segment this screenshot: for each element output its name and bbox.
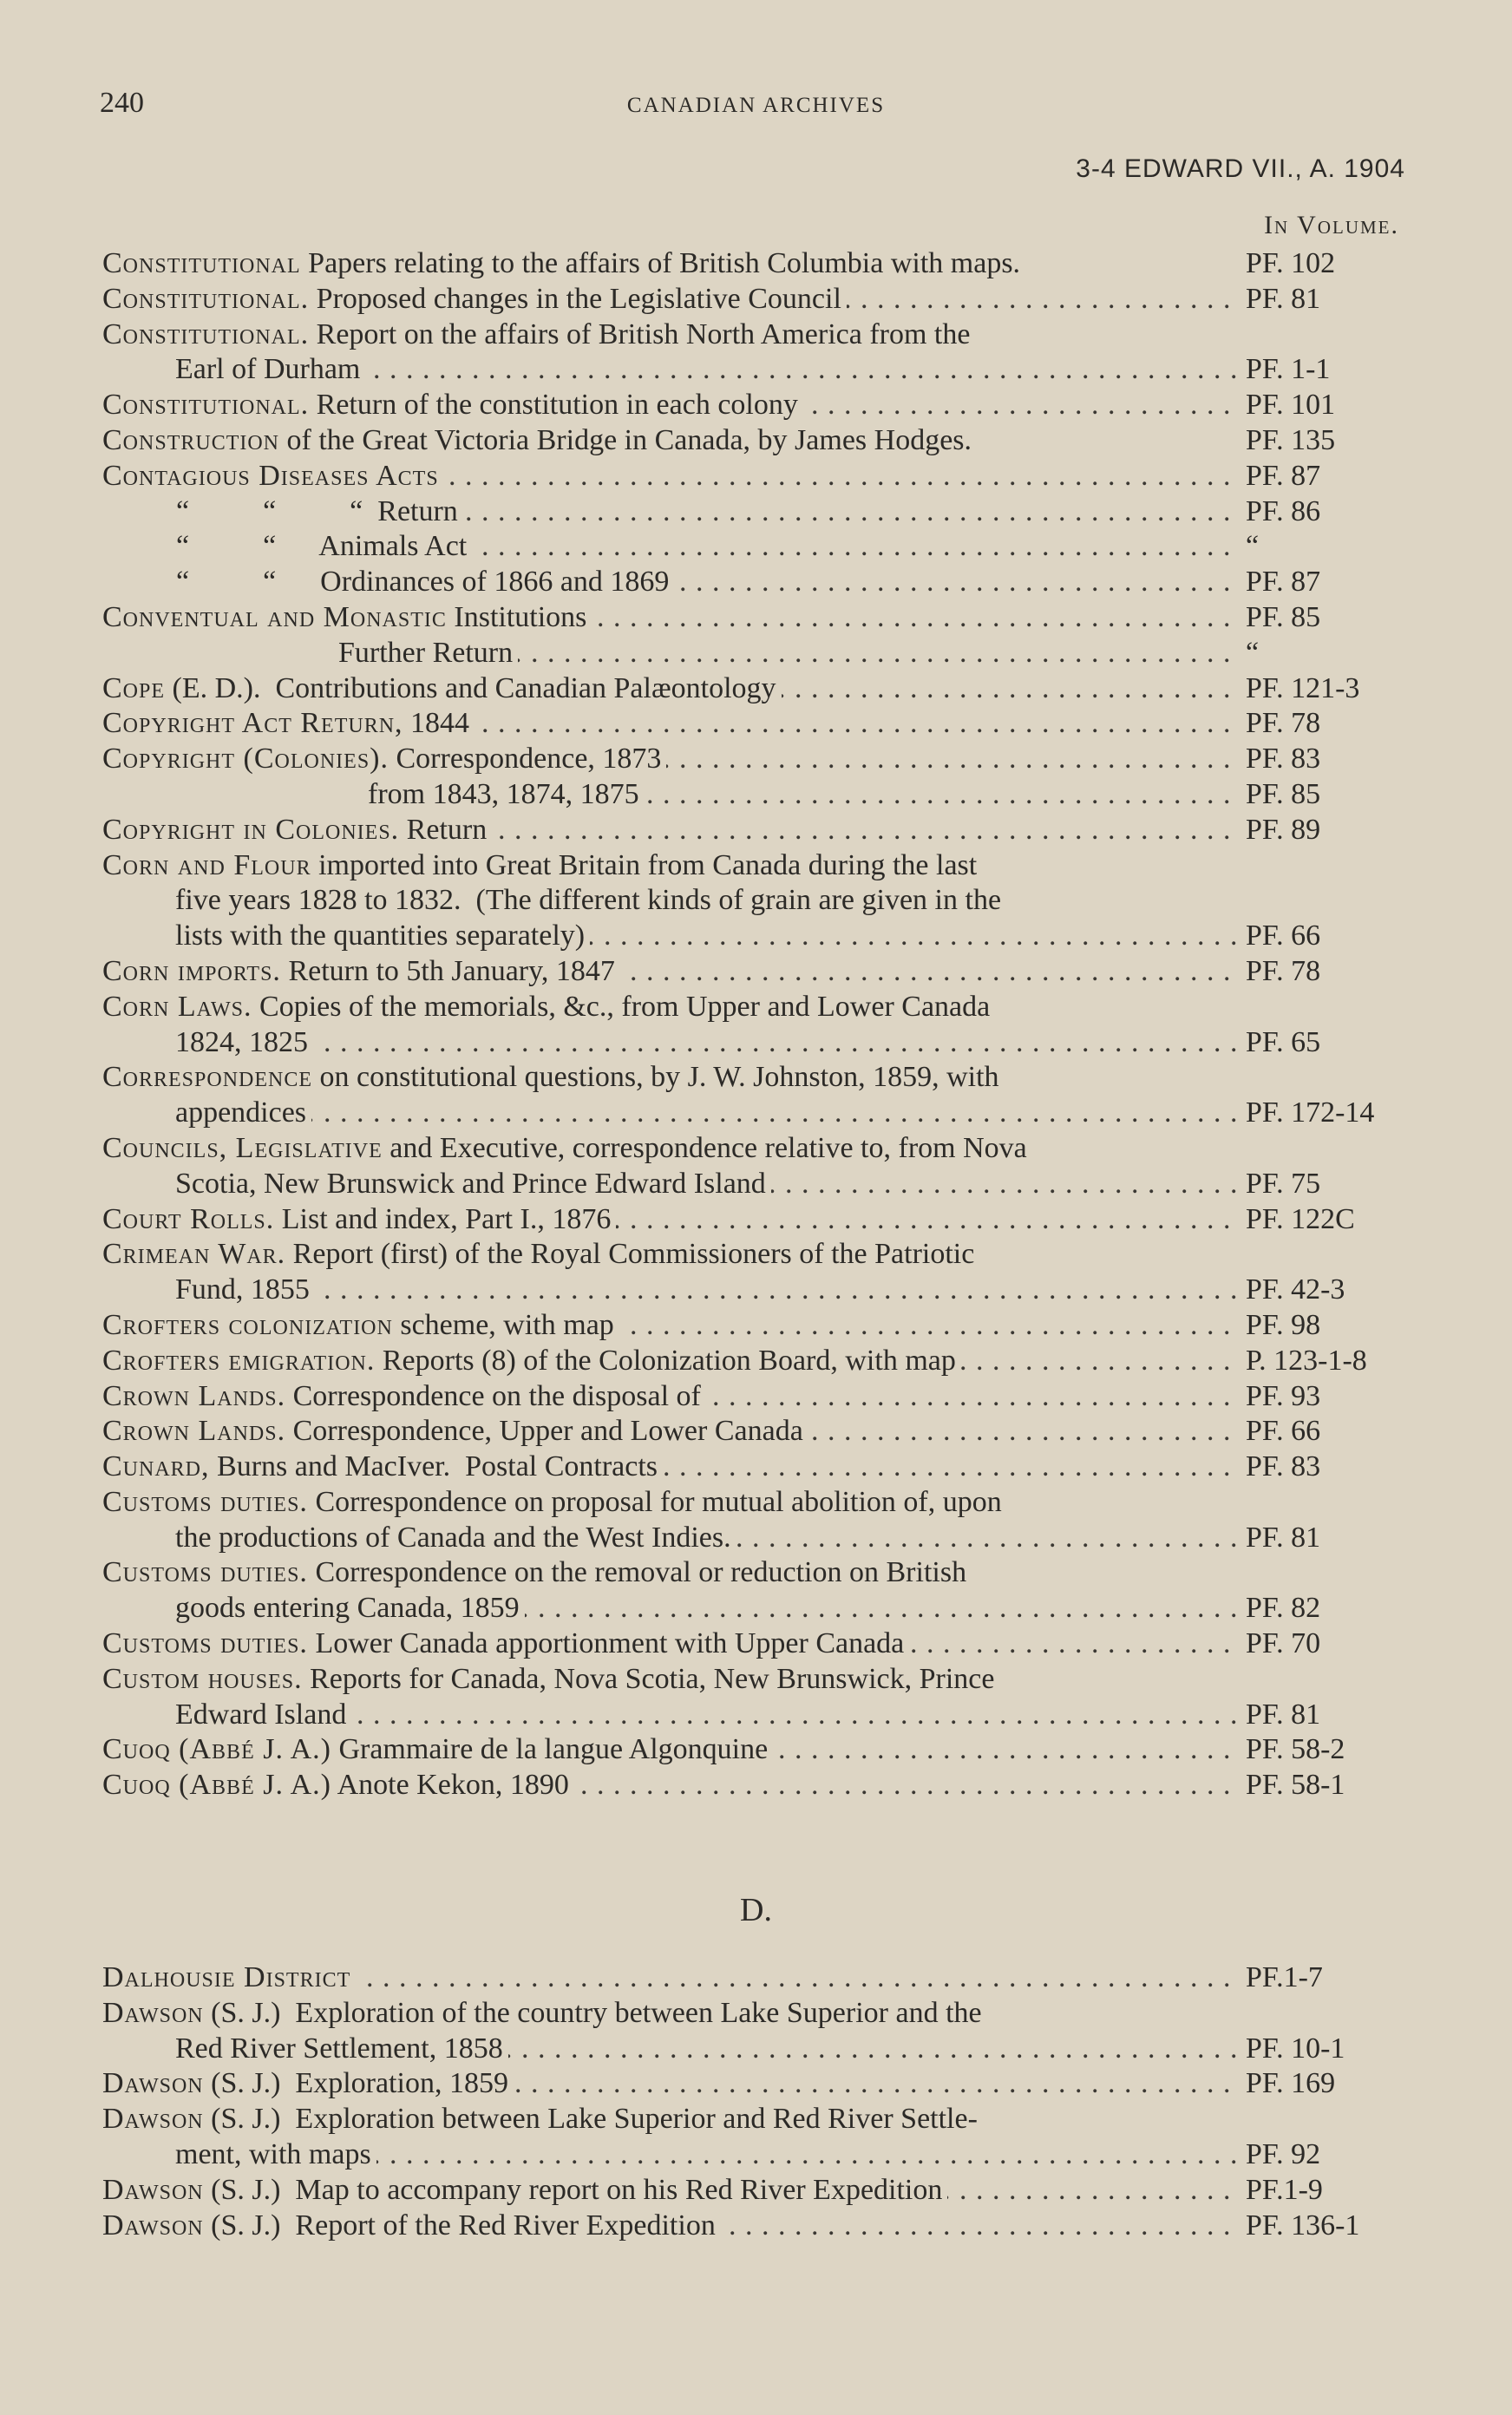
entry-line: [102, 282, 1421, 317]
entry-text: scheme, with map: [400, 1308, 614, 1341]
volume-reference: “: [1246, 636, 1260, 669]
volume-reference: PF. 42-3: [1246, 1273, 1345, 1306]
volume-reference: PF. 83: [1246, 1450, 1321, 1483]
volume-reference: PF. 135: [1246, 423, 1336, 456]
entry-continuation-line: [102, 352, 1421, 388]
entry-line: [102, 1202, 1421, 1238]
volume-reference: PF. 78: [1246, 707, 1321, 740]
index-entry: [102, 1060, 1421, 1131]
entry-line: [102, 494, 1421, 530]
entry-heading: Conventual and Monastic: [102, 600, 447, 633]
entry-heading: Councils, Legislative: [102, 1131, 383, 1164]
entry-heading: Cunard,: [102, 1450, 210, 1483]
entry-text: “ “ Ordinances of 1866 and 1869: [102, 566, 670, 599]
entry-heading: Constitutional.: [102, 317, 310, 350]
entry-heading: Copyright Act Return,: [102, 707, 403, 740]
entry-heading: Cope: [102, 671, 166, 704]
index-entry: [102, 1732, 1421, 1768]
volume-reference: PF. 82: [1246, 1592, 1321, 1625]
entry-line: [102, 600, 1421, 636]
index-entry: [102, 2102, 1421, 2173]
index-entry: [102, 636, 1421, 671]
entry-text: (E. D.). Contributions and Canadian Palæontology: [172, 671, 776, 704]
volume-reference: P. 123-1-8: [1246, 1344, 1367, 1377]
entry-line: [102, 1662, 1421, 1698]
entry-line: [102, 529, 1421, 565]
entry-line: [102, 1450, 1421, 1485]
entry-line: [102, 990, 1421, 1025]
entry-text: (S. J.) Map to accompany report on his Red River Expedition: [211, 2173, 943, 2206]
index-entry: [102, 1131, 1421, 1202]
index-entry: [102, 1626, 1421, 1662]
entry-heading: Copyright in Colonies.: [102, 813, 400, 846]
entry-text: Return to 5th January, 1847: [288, 954, 615, 987]
entry-heading: Crofters colonization: [102, 1308, 393, 1341]
volume-reference: PF. 121-3: [1246, 671, 1360, 704]
index-entry: [102, 1996, 1421, 2067]
volume-reference: PF. 81: [1246, 1698, 1321, 1731]
volume-reference: PF. 102: [1246, 247, 1336, 279]
entry-text: and Executive, correspondence relative to, from Nova: [389, 1131, 1027, 1164]
entry-text: “ “ Animals Act: [102, 530, 468, 563]
entry-line: [102, 706, 1421, 742]
index-entry: [102, 706, 1421, 742]
entry-text: from 1843, 1874, 1875: [102, 777, 639, 810]
entry-continuation-line: [102, 1273, 1421, 1308]
index-entry: [102, 246, 1421, 282]
volume-reference: PF. 81: [1246, 1521, 1321, 1554]
index-entry: [102, 565, 1421, 600]
volume-reference: PF. 93: [1246, 1379, 1321, 1412]
volume-reference: PF. 78: [1246, 954, 1321, 987]
index-entry: [102, 317, 1421, 389]
entry-line: [102, 1379, 1421, 1415]
entry-text: 1824, 1825: [175, 1025, 308, 1058]
entry-text: Copies of the memorials, &c., from Upper and Lower Canada: [259, 990, 991, 1023]
entry-continuation-line: [102, 1521, 1421, 1556]
volume-reference: PF. 122C: [1246, 1202, 1355, 1235]
index-entry: [102, 1344, 1421, 1379]
entry-text: 1844: [410, 707, 470, 740]
entry-heading: Corn imports.: [102, 954, 281, 987]
entry-line: [102, 1996, 1421, 2032]
session-label: 3-4 EDWARD VII., A. 1904: [1076, 154, 1405, 183]
index-entry: [102, 1555, 1421, 1626]
volume-reference: PF. 87: [1246, 566, 1321, 599]
entry-heading: Constitutional: [102, 247, 301, 279]
entry-continuation-line: [102, 919, 1421, 954]
entry-heading: Corn and Flour: [102, 848, 311, 881]
entry-text: Report on the affairs of British North America from the: [316, 317, 971, 350]
volume-reference: PF.1-7: [1246, 1961, 1323, 1993]
volume-reference: PF. 172-14: [1246, 1096, 1375, 1129]
index-entry: [102, 954, 1421, 990]
entry-heading: Cuoq (Abbé J. A.): [102, 1733, 331, 1766]
entry-heading: Dawson: [102, 2209, 204, 2242]
entry-text: Correspondence, Upper and Lower Canada: [292, 1415, 803, 1448]
entry-text: Reports for Canada, Nova Scotia, New Brunswick, Prince: [310, 1662, 995, 1695]
entry-text: Burns and MacIver. Postal Contracts: [217, 1450, 658, 1483]
volume-reference: PF. 66: [1246, 920, 1321, 952]
entry-line: [102, 1960, 1421, 1996]
entry-text: the productions of Canada and the West Indies.: [175, 1521, 731, 1554]
running-title: CANADIAN ARCHIVES: [626, 94, 886, 117]
entry-line: [102, 671, 1421, 707]
entry-heading: Dawson: [102, 2103, 204, 2136]
entry-text: Correspondence on proposal for mutual abolition of, upon: [315, 1485, 1002, 1518]
index-entry: [102, 777, 1421, 813]
entry-text: Institutions: [454, 600, 587, 633]
entry-heading: Cuoq (Abbé J. A.): [102, 1769, 331, 1802]
entry-line: [102, 317, 1421, 353]
volume-reference: PF. 58-2: [1246, 1733, 1345, 1766]
column-heading: In Volume.: [1264, 211, 1399, 239]
entry-heading: Dalhousie District: [102, 1961, 351, 1993]
entry-text: imported into Great Britain from Canada during the last: [318, 848, 978, 881]
volume-reference: PF. 1-1: [1246, 353, 1331, 386]
volume-reference: PF. 58-1: [1246, 1769, 1345, 1802]
entry-text: Grammaire de la langue Algonquine: [338, 1733, 769, 1766]
entry-text: Reports (8) of the Colonization Board, with map: [382, 1344, 956, 1377]
entry-text: List and index, Part I., 1876: [281, 1202, 612, 1235]
entry-continuation-line: [102, 1591, 1421, 1626]
entry-heading: Crofters emigration.: [102, 1344, 376, 1377]
entry-continuation-line: [102, 883, 1421, 919]
volume-reference: PF. 136-1: [1246, 2209, 1360, 2242]
entry-continuation-line: [102, 1698, 1421, 1733]
entry-line: [102, 1555, 1421, 1591]
entry-heading: Customs duties.: [102, 1556, 308, 1589]
entry-text: (S. J.) Exploration between Lake Superior and Red River Settle-: [211, 2103, 978, 2136]
entry-heading: Crown Lands.: [102, 1415, 286, 1448]
entry-continuation-line: [102, 2032, 1421, 2067]
entry-text: Correspondence on the removal or reduction on British: [315, 1556, 967, 1589]
entry-text: Return of the constitution in each colony: [316, 389, 798, 422]
index-entry: [102, 1662, 1421, 1733]
entry-line: [102, 1131, 1421, 1167]
entry-line: [102, 1768, 1421, 1803]
entry-line: [102, 246, 1421, 282]
entry-text: Fund, 1855: [175, 1273, 310, 1306]
entry-text: Lower Canada apportionment with Upper Canada: [315, 1627, 905, 1660]
entry-text: Correspondence, 1873: [396, 743, 662, 776]
index-entry: [102, 600, 1421, 636]
index-entry: [102, 1202, 1421, 1238]
index-entry: [102, 2066, 1421, 2102]
volume-reference: “: [1246, 530, 1260, 563]
entry-line: [102, 636, 1421, 671]
volume-reference: PF. 10-1: [1246, 2032, 1345, 2065]
entry-line: [102, 1626, 1421, 1662]
volume-reference: PF. 87: [1246, 459, 1321, 492]
volume-reference: PF. 101: [1246, 389, 1336, 422]
entry-heading: Constitutional.: [102, 389, 310, 422]
entry-text: “ “ “ Return: [102, 494, 458, 527]
index-entry: [102, 1308, 1421, 1344]
entry-text: five years 1828 to 1832. (The different kinds of grain are given in the: [175, 884, 1002, 917]
entry-heading: Crimean War.: [102, 1238, 286, 1271]
entry-text: Report (first) of the Royal Commissioners of the Patriotic: [292, 1238, 975, 1271]
index-entry: [102, 459, 1421, 494]
entry-text: Edward Island: [175, 1698, 347, 1731]
volume-reference: PF. 169: [1246, 2067, 1336, 2100]
volume-reference: PF. 89: [1246, 813, 1321, 846]
entry-line: [102, 2173, 1421, 2209]
entry-heading: Court Rolls.: [102, 1202, 275, 1235]
index-entry: [102, 1450, 1421, 1485]
entry-line: [102, 388, 1421, 423]
volume-reference: PF. 70: [1246, 1627, 1321, 1660]
entry-continuation-line: [102, 1025, 1421, 1061]
entry-line: [102, 2066, 1421, 2102]
page-number: 240: [100, 87, 144, 119]
entry-text: Scotia, New Brunswick and Prince Edward Island: [175, 1167, 766, 1200]
volume-reference: PF. 66: [1246, 1415, 1321, 1448]
entry-line: [102, 1485, 1421, 1521]
volume-reference: PF. 75: [1246, 1167, 1321, 1200]
entry-line: [102, 2102, 1421, 2137]
section-letter-d: D.: [740, 1892, 772, 1928]
entry-continuation-line: [102, 2137, 1421, 2173]
entry-text: ment, with maps: [175, 2137, 371, 2170]
index-entry: [102, 1960, 1421, 1996]
index-entry: [102, 671, 1421, 707]
entry-line: [102, 1060, 1421, 1096]
volume-reference: PF. 81: [1246, 282, 1321, 315]
index-entries-d: [102, 1960, 1421, 2243]
volume-reference: PF. 65: [1246, 1025, 1321, 1058]
volume-reference: PF. 98: [1246, 1308, 1321, 1341]
entry-heading: Custom houses.: [102, 1662, 303, 1695]
entry-line: [102, 1308, 1421, 1344]
index-entry: [102, 1768, 1421, 1803]
volume-reference: PF. 85: [1246, 777, 1321, 810]
entry-text: (S. J.) Report of the Red River Expedition: [211, 2209, 716, 2242]
entry-heading: Dawson: [102, 2067, 204, 2100]
entry-heading: Construction: [102, 423, 280, 456]
entry-line: [102, 1344, 1421, 1379]
entry-heading: Corn Laws.: [102, 990, 252, 1023]
entry-text: (S. J.) Exploration of the country between Lake Superior and the: [211, 1996, 982, 2029]
index-entry: [102, 423, 1421, 459]
entry-text: of the Great Victoria Bridge in Canada, by James Hodges.: [286, 423, 972, 456]
entry-continuation-line: [102, 1096, 1421, 1131]
index-entries-c: [102, 246, 1421, 1803]
entry-text: Correspondence on the disposal of: [292, 1379, 701, 1412]
entry-heading: Correspondence: [102, 1061, 313, 1094]
entry-heading: Constitutional.: [102, 282, 310, 315]
entry-heading: Customs duties.: [102, 1627, 308, 1660]
index-entry: [102, 1414, 1421, 1450]
entry-heading: Contagious Diseases Acts: [102, 459, 439, 492]
entry-text: Return: [406, 813, 488, 846]
index-entry: [102, 494, 1421, 530]
entry-line: [102, 459, 1421, 494]
entry-text: Papers relating to the affairs of British Columbia with maps.: [308, 247, 1021, 279]
index-entry: [102, 2173, 1421, 2209]
index-entry: [102, 848, 1421, 954]
volume-reference: PF. 86: [1246, 494, 1321, 527]
entry-heading: Dawson: [102, 2173, 204, 2206]
index-entry: [102, 813, 1421, 848]
entry-line: [102, 742, 1421, 777]
volume-reference: PF. 83: [1246, 743, 1321, 776]
entry-heading: Copyright (Colonies).: [102, 743, 389, 776]
entry-text: Further Return: [102, 636, 514, 669]
entry-line: [102, 2209, 1421, 2244]
entry-text: Red River Settlement, 1858: [175, 2032, 503, 2065]
entry-line: [102, 565, 1421, 600]
entry-text: Earl of Durham: [175, 353, 361, 386]
entry-continuation-line: [102, 1167, 1421, 1202]
index-entry: [102, 2209, 1421, 2244]
index-entry: [102, 529, 1421, 565]
entry-text: lists with the quantities separately): [175, 920, 586, 952]
index-entry: [102, 742, 1421, 777]
index-entry: [102, 1237, 1421, 1308]
entry-line: [102, 423, 1421, 459]
index-entry: [102, 990, 1421, 1061]
entry-text: Anote Kekon, 1890: [337, 1769, 569, 1802]
volume-reference: PF. 85: [1246, 600, 1321, 633]
entry-text: goods entering Canada, 1859: [175, 1592, 520, 1625]
entry-text: (S. J.) Exploration, 1859: [211, 2067, 508, 2100]
entry-line: [102, 1732, 1421, 1768]
index-entry: [102, 1485, 1421, 1556]
entry-line: [102, 954, 1421, 990]
entry-heading: Crown Lands.: [102, 1379, 286, 1412]
entry-heading: Customs duties.: [102, 1485, 308, 1518]
entry-line: [102, 1414, 1421, 1450]
entry-line: [102, 813, 1421, 848]
entry-line: [102, 1237, 1421, 1273]
entry-text: on constitutional questions, by J. W. Johnston, 1859, with: [319, 1061, 999, 1094]
index-entry: [102, 1379, 1421, 1415]
entry-line: [102, 848, 1421, 884]
volume-reference: PF.1-9: [1246, 2173, 1323, 2206]
index-entry: [102, 388, 1421, 423]
entry-heading: Dawson: [102, 1996, 204, 2029]
entry-text: appendices: [175, 1096, 307, 1129]
entry-line: [102, 777, 1421, 813]
volume-reference: PF. 92: [1246, 2137, 1321, 2170]
index-entry: [102, 282, 1421, 317]
entry-text: Proposed changes in the Legislative Council: [316, 282, 841, 315]
